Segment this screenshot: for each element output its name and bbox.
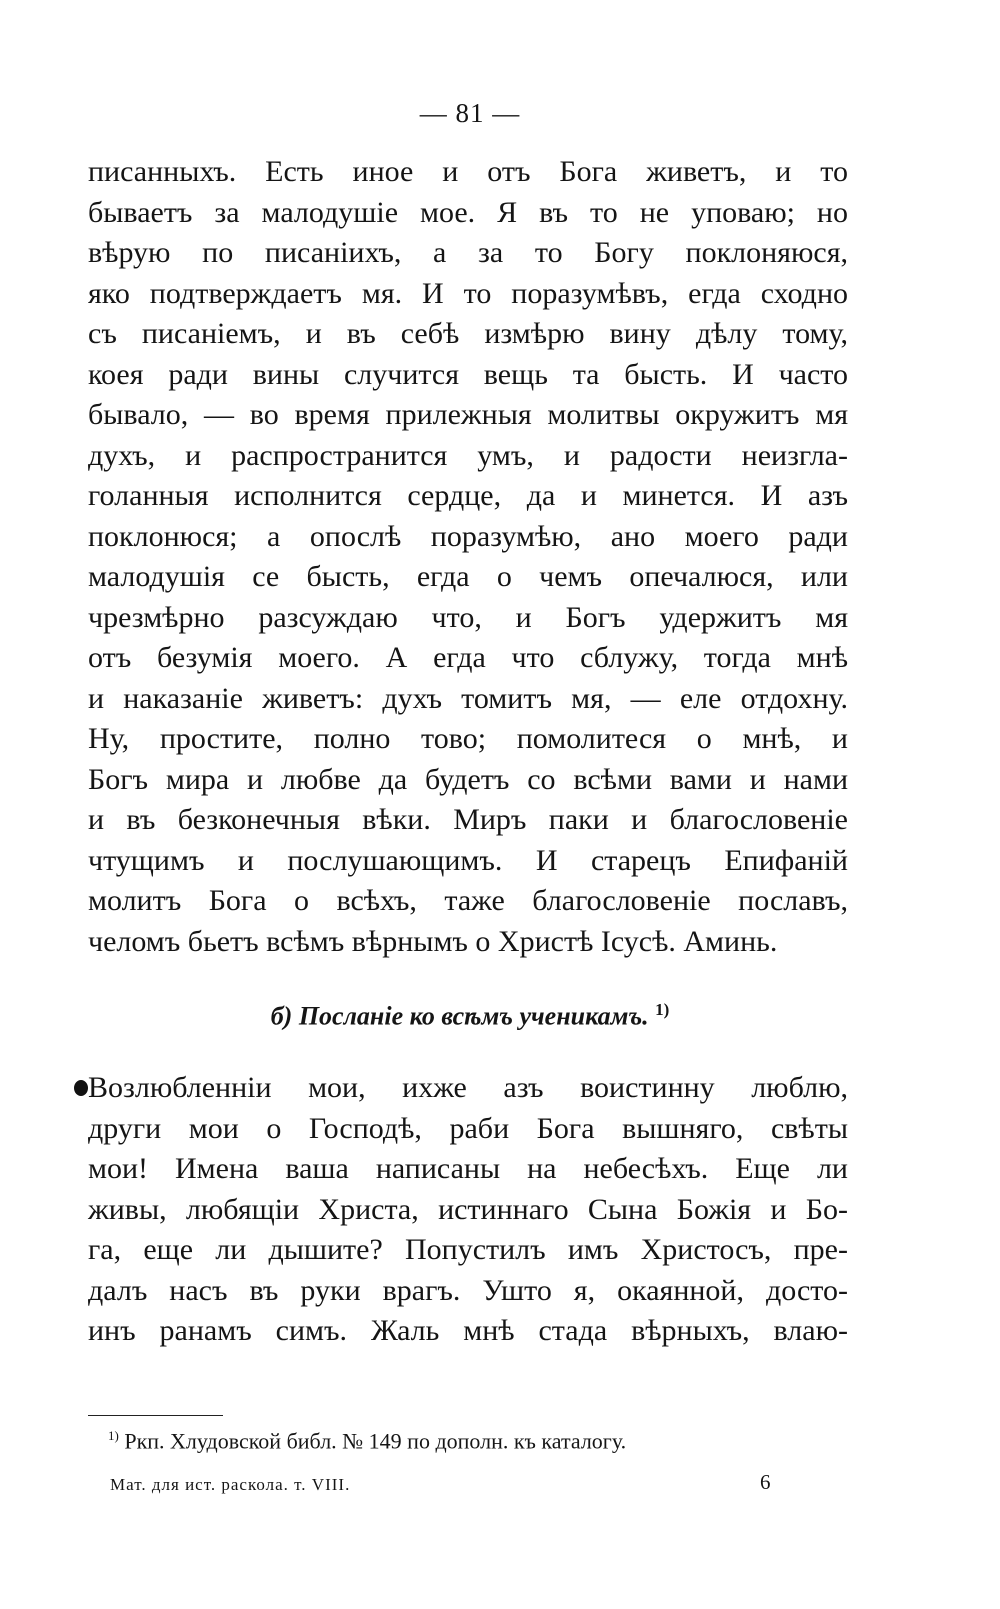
text-line: мои! Имена ваша написаны на небесѣхъ. Еще ли <box>88 1152 848 1185</box>
text-line: духъ, и распространится умъ, и радости неизгла- <box>88 438 848 472</box>
text-line: голанныя исполнится сердце, да и минется. И азъ <box>88 479 848 512</box>
epistle-paragraph <box>88 1068 848 1352</box>
ink-blot-mark <box>74 1080 88 1096</box>
text-line: вѣрую по писаніихъ, а за то Богу поклоняюся, <box>88 236 848 269</box>
text-line: Возлюбленніи мои, ихже азъ воистинну люблю, <box>88 1071 848 1104</box>
text-line: съ писаніемъ, и въ себѣ измѣрю вину дѣлу тому, <box>88 317 848 350</box>
section-heading <box>0 1000 940 1032</box>
text-line: чтущимъ и послушающимъ. И старецъ Епифаній <box>88 843 848 877</box>
sheet-number: 6 <box>760 1470 771 1494</box>
text-line: челомъ бьетъ всѣмъ вѣрнымъ о Христѣ Ісусѣ. Аминь. <box>88 924 778 958</box>
text-line: чрезмѣрно разсуждаю что, и Богъ удержитъ мя <box>88 600 848 634</box>
section-heading-footnote-mark: 1) <box>655 1000 670 1019</box>
text-line: и наказаніе живетъ: духъ томитъ мя, — еле отдохну. <box>88 681 848 715</box>
text-line: други мои о Господѣ, раби Бога вышняго, свѣты <box>88 1111 848 1145</box>
text-line: поклонюся; а опослѣ поразумѣю, ано моего ради <box>88 519 848 553</box>
section-heading-text: б) Посланіе ко всѣмъ ученикамъ. <box>270 1001 649 1031</box>
footnote-text: Ркп. Хлудовской библ. № 149 по дополн. къ каталогу. <box>124 1428 627 1454</box>
text-line: коея ради вины случится вещь та бысть. И часто <box>88 357 848 391</box>
printer-signature: Мат. для ист. раскола. т. VIII. <box>110 1475 351 1494</box>
text-line: бывало, — во время прилежныя молитвы окружитъ мя <box>88 398 848 431</box>
text-line: Ну, простите, полно тово; помолитеся о мнѣ, и <box>88 722 848 755</box>
text-line: живы, любящіи Христа, истиннаго Сына Божія и Бо- <box>88 1192 848 1226</box>
footnote-divider <box>88 1415 223 1416</box>
main-paragraph <box>88 152 848 962</box>
text-line: далъ насъ въ руки врагъ. Ушто я, окаянной, досто- <box>88 1273 848 1307</box>
text-line: яко подтверждаетъ мя. И то поразумѣвъ, егда сходно <box>88 276 848 310</box>
text-line: бываетъ за малодушіе мое. Я въ то не уповаю; но <box>88 195 848 229</box>
text-line: молитъ Бога о всѣхъ, таже благословеніе пославъ, <box>88 884 848 917</box>
text-line: инъ ранамъ симъ. Жаль мнѣ стада вѣрныхъ, влаю- <box>88 1314 848 1347</box>
footnote-mark: 1) <box>108 1428 119 1443</box>
text-line: писанныхъ. Есть иное и отъ Бога живетъ, и то <box>88 155 848 188</box>
page-number: — 81 — <box>419 98 521 128</box>
text-line: Богъ мира и любве да будетъ со всѣми вами и нами <box>88 762 848 796</box>
text-line: и въ безконечныя вѣки. Миръ паки и благословеніе <box>88 803 848 836</box>
text-line: отъ безумія моего. А егда что сблужу, тогда мнѣ <box>88 641 848 674</box>
text-line: малодушія се бысть, егда о чемъ опечалюся, или <box>88 560 848 593</box>
footnote <box>108 1428 626 1454</box>
text-line: га, еще ли дышите? Попустилъ имъ Христосъ, пре- <box>88 1233 848 1266</box>
